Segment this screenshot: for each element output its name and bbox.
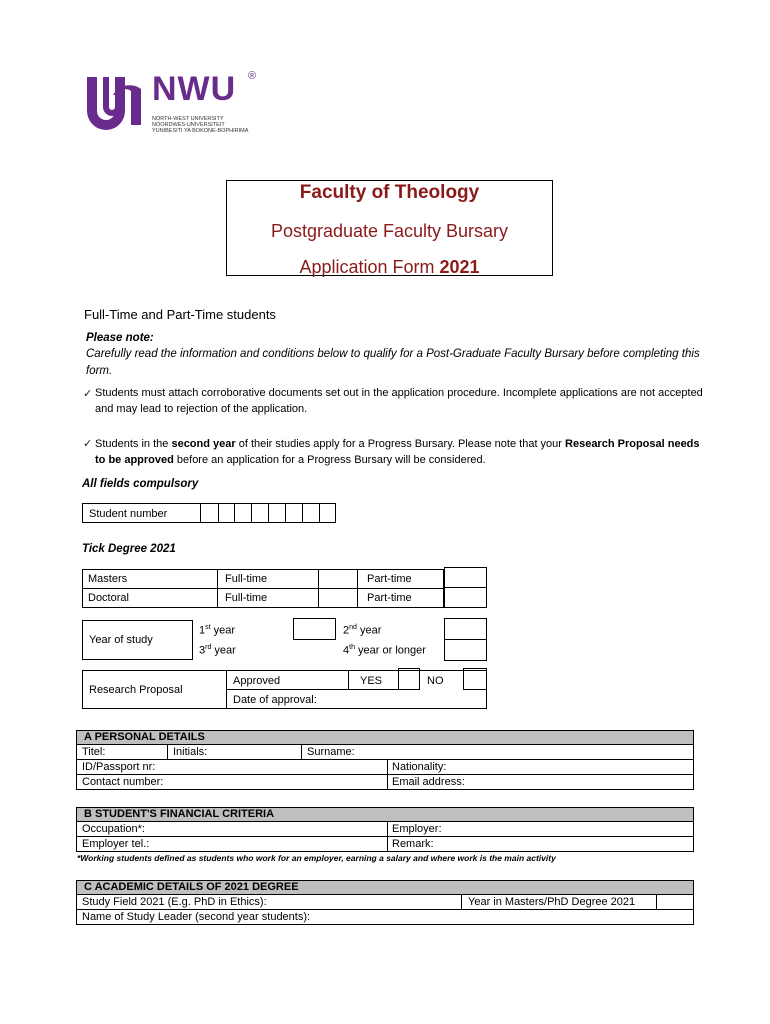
students-line: Full-Time and Part-Time students [84, 307, 276, 322]
no-label: NO [427, 675, 444, 687]
masters-parttime-checkbox[interactable] [444, 567, 487, 588]
approved-label: Approved [233, 675, 281, 687]
masters-fulltime-label: Full-time [225, 573, 268, 585]
logo-registered-mark: ® [248, 70, 257, 82]
doctoral-parttime-checkbox[interactable] [444, 587, 487, 608]
year2-label: 2nd year [343, 624, 382, 637]
title-box [226, 180, 553, 276]
year-of-study-label: Year of study [89, 634, 153, 646]
faculty-title: Faculty of Theology [299, 182, 480, 203]
year-in-degree-label: Year in Masters/PhD Degree 2021 [468, 896, 636, 908]
initials-label: Initials: [173, 746, 208, 758]
year2-checkbox[interactable] [444, 618, 487, 640]
section-a-header: A PERSONAL DETAILS [76, 730, 694, 745]
yes-label: YES [360, 675, 383, 687]
titel-label: Titel: [82, 746, 106, 758]
note-body: Carefully read the information and conditions below to qualify for a Post-Graduate Faculty Bursary before completing this form. [86, 348, 700, 377]
logo-wordmark: NWU [152, 70, 237, 108]
year4-checkbox[interactable] [444, 639, 487, 661]
all-fields-label: All fields compulsory [82, 478, 199, 490]
remark-label: Remark: [392, 838, 434, 850]
year1-label: 1st year [199, 624, 236, 637]
section-b-row1 [76, 822, 694, 837]
note-heading: Please note: [86, 332, 154, 344]
research-proposal-label: Research Proposal [89, 684, 183, 696]
occupation-label: Occupation*: [82, 823, 145, 835]
nwu-logo-icon [83, 71, 145, 135]
tick-degree-label: Tick Degree 2021 [82, 543, 176, 555]
logo-subtitle: NORTH-WEST UNIVERSITY NOORDWES-UNIVERSITEIT YUNIBESITI YA BOKONE-BOPHIRIMA [152, 116, 249, 134]
student-number-input[interactable] [201, 504, 335, 522]
section-c-header: C ACADEMIC DETAILS OF 2021 DEGREE [76, 880, 694, 895]
section-b-header: B STUDENT'S FINANCIAL CRITERIA [76, 807, 694, 822]
study-leader-label: Name of Study Leader (second year students): [82, 911, 311, 923]
doctoral-parttime-label: Part-time [367, 592, 412, 604]
nationality-label: Nationality: [392, 761, 447, 773]
employer-tel-label: Employer tel.: [82, 838, 150, 850]
yes-checkbox[interactable] [398, 668, 420, 690]
section-a-row2 [76, 760, 694, 775]
surname-label: Surname: [307, 746, 355, 758]
year3-checkbox[interactable] [293, 640, 336, 660]
year-in-degree-input[interactable] [657, 896, 693, 910]
masters-parttime-label: Part-time [367, 573, 412, 585]
doctoral-label: Doctoral [88, 592, 129, 604]
date-of-approval-input[interactable] [330, 691, 485, 708]
section-a-row3 [76, 775, 694, 790]
year1-checkbox[interactable] [293, 618, 336, 640]
section-b-row2 [76, 837, 694, 852]
masters-fulltime-checkbox[interactable] [319, 570, 357, 588]
bursary-title: Postgraduate Faculty Bursary [270, 221, 509, 241]
year3-label: 3rd year [199, 644, 236, 657]
id-passport-label: ID/Passport nr: [82, 761, 156, 773]
year4-label: 4th year or longer [343, 644, 426, 657]
email-address-label: Email address: [392, 776, 465, 788]
employer-label: Employer: [392, 823, 442, 835]
checkmark-icon: ✓ [83, 438, 93, 450]
date-of-approval-label: Date of approval: [233, 694, 317, 706]
section-a-row1 [76, 745, 694, 760]
form-title: Application Form 2021 [299, 257, 480, 277]
checkmark-icon: ✓ [83, 388, 93, 400]
contact-number-label: Contact number: [82, 776, 164, 788]
bullet-progress: Students in the second year of their studies apply for a Progress Bursary. Please note that your Research Proposal needs to be approved before an application for a Progress Bursary will be considered. [95, 438, 700, 466]
masters-label: Masters [88, 573, 128, 585]
no-checkbox[interactable] [463, 668, 487, 690]
student-number-label: Student number [89, 508, 168, 520]
working-students-footnote: *Working students defined as students who work for an employer, earning a salary and where work is the main activity [77, 853, 556, 863]
bullet-documents: Students must attach corroborative documents set out in the application procedure. Incomplete applications are not accepted and may lead to rejection of the application. [95, 387, 703, 415]
study-field-label: Study Field 2021 (E.g. PhD in Ethics): [82, 896, 267, 908]
doctoral-fulltime-label: Full-time [225, 592, 268, 604]
doctoral-fulltime-checkbox[interactable] [319, 589, 357, 607]
